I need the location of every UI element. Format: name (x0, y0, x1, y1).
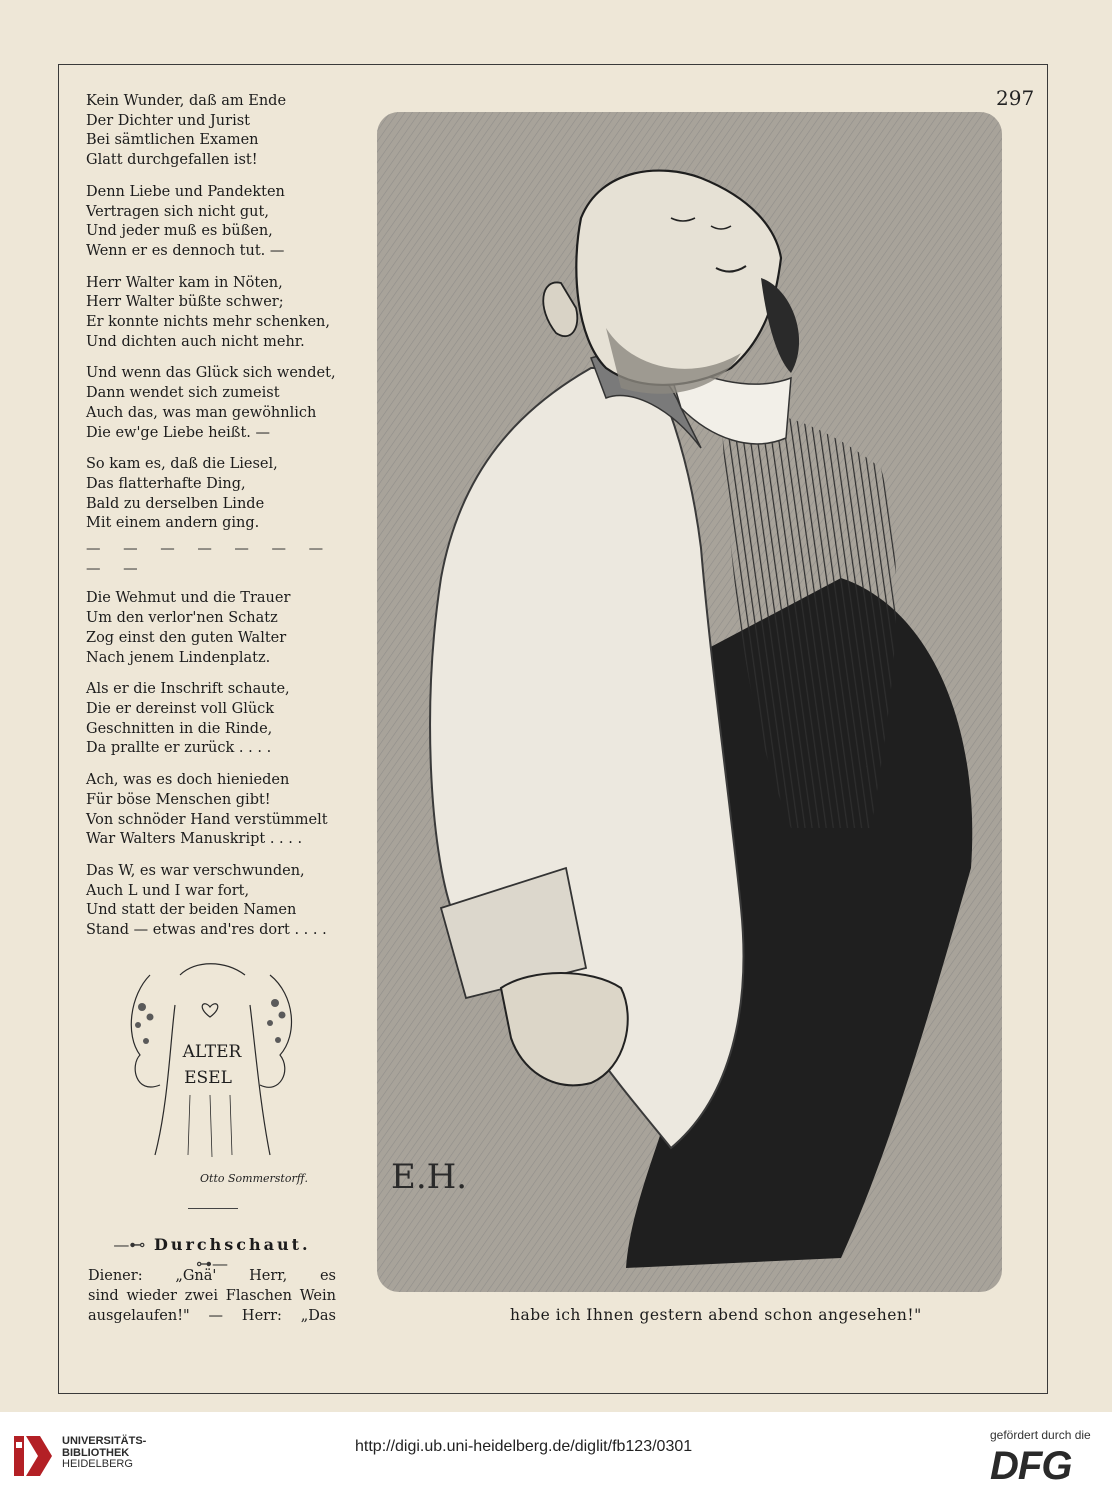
library-name-line: HEIDELBERG (62, 1458, 133, 1470)
poem-line: Von schnöder Hand verstümmelt (86, 811, 328, 828)
library-name (62, 1436, 146, 1471)
page-number: 297 (996, 86, 1035, 110)
poem (86, 92, 346, 953)
poem-line: Herr Walter büßte schwer; (86, 294, 284, 311)
joke-title-text: Durchschaut. (153, 1235, 311, 1254)
poem-line: Zog einst den guten Walter (86, 629, 287, 646)
poem-stanza (86, 680, 346, 759)
joke-line: sind wieder zwei Flaschen Wein (88, 1288, 336, 1304)
poem-line: Kein Wunder, daß am Ende (86, 93, 287, 109)
joke-line: Diener: „Gnä' Herr, es (88, 1268, 336, 1284)
poem-stanza (86, 183, 346, 262)
poem-line: Ach, was es doch hienieden (86, 772, 290, 789)
poem-line: Die ew'ge Liebe heißt. — (86, 424, 271, 441)
poem-separator: — — — — — — — — — (86, 541, 333, 577)
poem-stanza (86, 771, 346, 850)
footer-bar (0, 1412, 1112, 1494)
poem-line: Er konnte nichts mehr schenken, (86, 314, 330, 331)
poem-line: Auch L und I war fort, (86, 882, 250, 899)
poem-stanza (86, 274, 346, 353)
divider (188, 1208, 238, 1209)
library-name-line: UNIVERSITÄTS- (62, 1435, 147, 1447)
portrait-drawing (371, 108, 1008, 1298)
funding-label: gefördert durch die (990, 1428, 1091, 1442)
joke-text (88, 1266, 336, 1326)
tree-illustration (120, 945, 300, 1165)
dfg-logo[interactable]: DFG (990, 1444, 1072, 1488)
poem-line: Und jeder muß es büßen, (86, 223, 273, 240)
poem-line: Geschnitten in die Rinde, (86, 720, 273, 737)
poem-line: Und statt der beiden Namen (86, 902, 297, 919)
poem-stanza (86, 364, 346, 443)
illustration-caption: habe ich Ihnen gestern abend schon angesehen!" (510, 1306, 922, 1324)
poem-line: Stand — etwas and'res dort . . . . (86, 922, 327, 939)
poem-line: Und dichten auch nicht mehr. (86, 333, 305, 350)
poem-line: Glatt durchgefallen ist! (86, 152, 258, 169)
poem-line: Die er dereinst voll Glück (86, 700, 275, 717)
poem-stanza (86, 455, 346, 534)
poem-line: Bei sämtlichen Examen (86, 132, 259, 149)
tree-inscription-bottom: ESEL (184, 1068, 232, 1088)
joke-line: ausgelaufen!" — Herr: „Das (88, 1308, 336, 1324)
ornament-right: ⊶— (196, 1254, 228, 1273)
poem-stanza (86, 862, 346, 941)
poem-line: So kam es, daß die Liesel, (86, 456, 278, 473)
poem-line: Auch das, was man gewöhnlich (86, 404, 317, 421)
poem-line: Das W, es war verschwunden, (86, 862, 305, 879)
ornament-left: —⊷ (113, 1235, 146, 1254)
poem-line: Um den verlor'nen Schatz (86, 610, 278, 627)
poem-line: Für böse Menschen gibt! (86, 791, 271, 808)
poem-line: Vertragen sich nicht gut, (86, 203, 269, 220)
poem-line: Denn Liebe und Pandekten (86, 183, 285, 200)
poem-stanza (86, 589, 346, 668)
poem-line: War Walters Manuskript . . . . (86, 831, 303, 848)
main-illustration (371, 108, 1008, 1298)
poem-line: Als er die Inschrift schaute, (86, 681, 290, 698)
artist-credit: Otto Sommerstorff. (200, 1172, 309, 1185)
poem-line: Und wenn das Glück sich wendet, (86, 365, 336, 382)
poem-stanza (86, 92, 346, 171)
library-logo-icon[interactable] (12, 1432, 56, 1484)
poem-line: Nach jenem Lindenplatz. (86, 649, 271, 666)
poem-line: Der Dichter und Jurist (86, 112, 250, 129)
poem-line: Wenn er es dennoch tut. — (86, 242, 285, 259)
poem-line: Bald zu derselben Linde (86, 495, 265, 512)
library-name-line: BIBLIOTHEK (62, 1446, 130, 1459)
poem-line: Die Wehmut und die Trauer (86, 590, 291, 607)
artist-monogram: E.H. (391, 1157, 468, 1197)
poem-line: Das flatterhafte Ding, (86, 475, 246, 492)
poem-line: Da prallte er zurück . . . . (86, 740, 272, 757)
tree-inscription-top: ALTER (182, 1042, 242, 1062)
tree-drawing (120, 945, 300, 1165)
poem-line: Mit einem andern ging. (86, 515, 260, 532)
source-url-link[interactable]: http://digi.ub.uni-heidelberg.de/diglit/fb123/0301 (355, 1438, 693, 1455)
poem-line: Dann wendet sich zumeist (86, 385, 280, 402)
poem-line: Herr Walter kam in Nöten, (86, 274, 283, 291)
